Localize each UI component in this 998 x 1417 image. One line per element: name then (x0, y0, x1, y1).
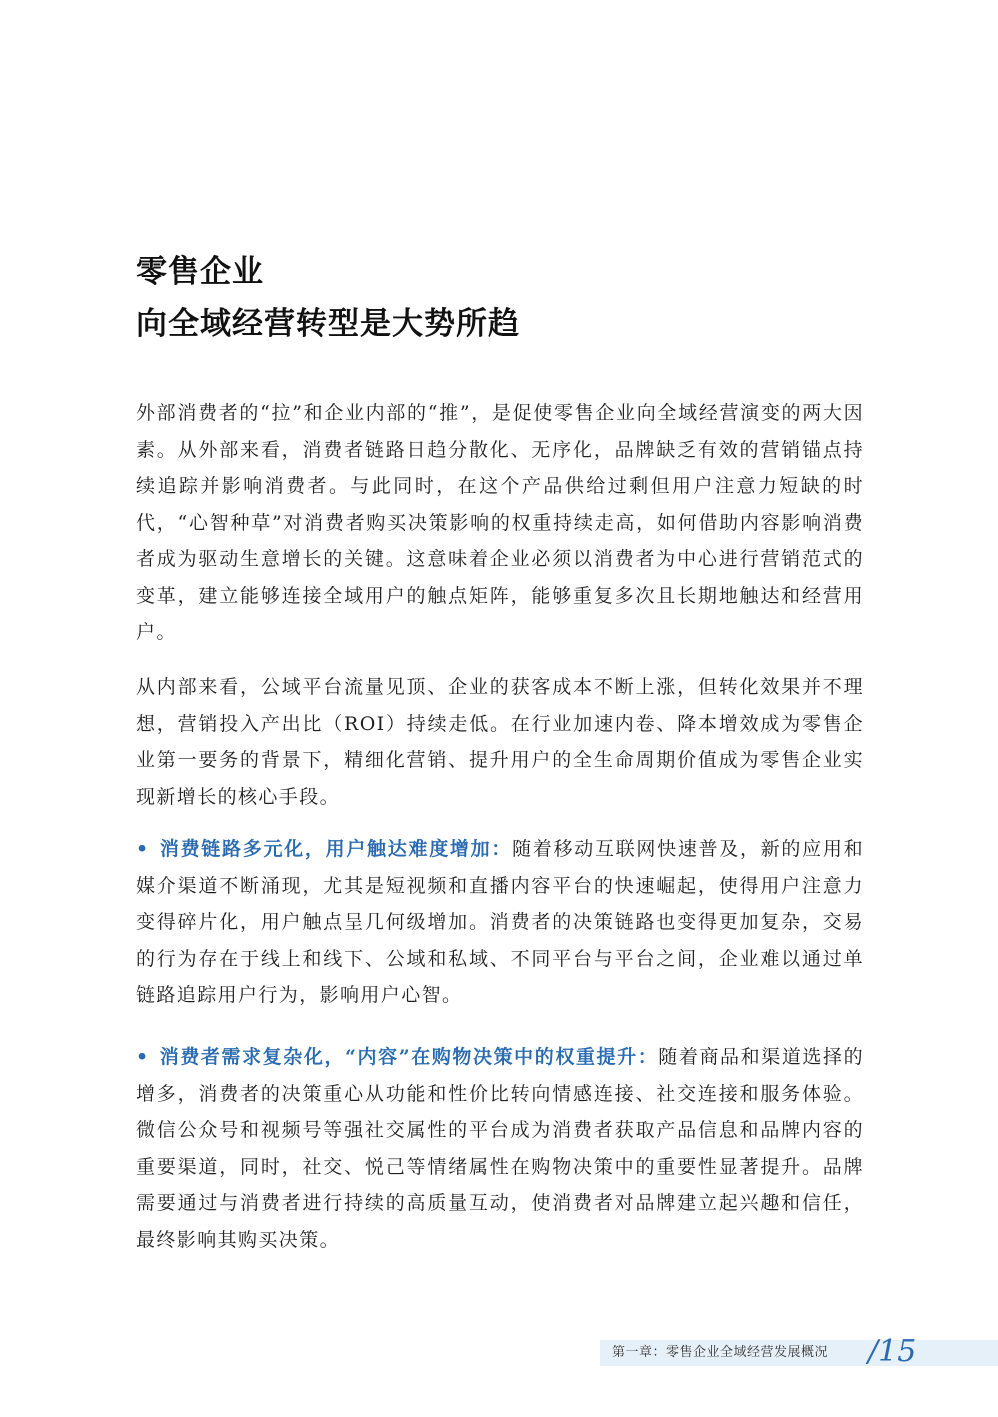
bullet-body-text: 随着商品和渠道选择的增多，消费者的决策重心从功能和性价比转向情感连接、社交连接和服务体验。微信公众号和视频号等强社交属性的平台成为消费者获取产品信息和品牌内容的重要渠道，同时，社交、悦己等情绪属性在购物决策中的重要性显著提升。品牌需要通过与消费者进行持续的高质量互动，使消费者对品牌建立起兴趣和信任，最终影响其购买决策。 (136, 1046, 864, 1251)
bullet-item-consumer-journey (136, 831, 864, 1014)
bullet-lead-text: 消费者需求复杂化，“内容”在购物决策中的权重提升： (159, 1046, 659, 1068)
footer-chapter-title: 第一章：零售企业全域经营发展概况 (612, 1345, 829, 1360)
page-title-line-1: 零售企业 (136, 254, 264, 290)
body-paragraph-internal-factors: 从内部来看，公域平台流量见顶、企业的获客成本不断上涨，但转化效果并不理想，营销投入产出比（ROI）持续走低。在行业加速内卷、降本增效成为零售企业第一要务的背景下，精细化营销、提升用户的全生命周期价值成为零售企业实现新增长的核心手段。 (136, 676, 864, 808)
bullet-lead-text: 消费链路多元化，用户触达难度增加： (159, 838, 513, 860)
page-title-line-2: 向全域经营转型是大势所趋 (136, 306, 520, 342)
page-title (136, 246, 876, 350)
bullet-dot-icon: • (136, 838, 150, 860)
bullet-body-text: 随着移动互联网快速普及，新的应用和媒介渠道不断涌现，尤其是短视频和直播内容平台的快速崛起，使得用户注意力变得碎片化，用户触点呈几何级增加。消费者的决策链路也变得更加复杂，交易的行为存在于线上和线下、公域和私域、不同平台与平台之间，企业难以通过单链路追踪用户行为，影响用户心智。 (136, 838, 864, 1006)
page-number: /15 (868, 1334, 917, 1369)
bullet-item-consumer-demand (136, 1039, 864, 1258)
page-footer (600, 1336, 998, 1370)
bullet-dot-icon: • (136, 1046, 150, 1068)
body-paragraph-external-factors: 外部消费者的“拉”和企业内部的“推”，是促使零售企业向全域经营演变的两大因素。从外部来看，消费者链路日趋分散化、无序化，品牌缺乏有效的营销锚点持续追踪并影响消费者。与此同时，在这个产品供给过剩但用户注意力短缺的时代，“心智种草”对消费者购买决策影响的权重持续走高，如何借助内容影响消费者成为驱动生意增长的关键。这意味着企业必须以消费者为中心进行营销范式的变革，建立能够连接全域用户的触点矩阵，能够重复多次且长期地触达和经营用户。 (136, 402, 864, 643)
